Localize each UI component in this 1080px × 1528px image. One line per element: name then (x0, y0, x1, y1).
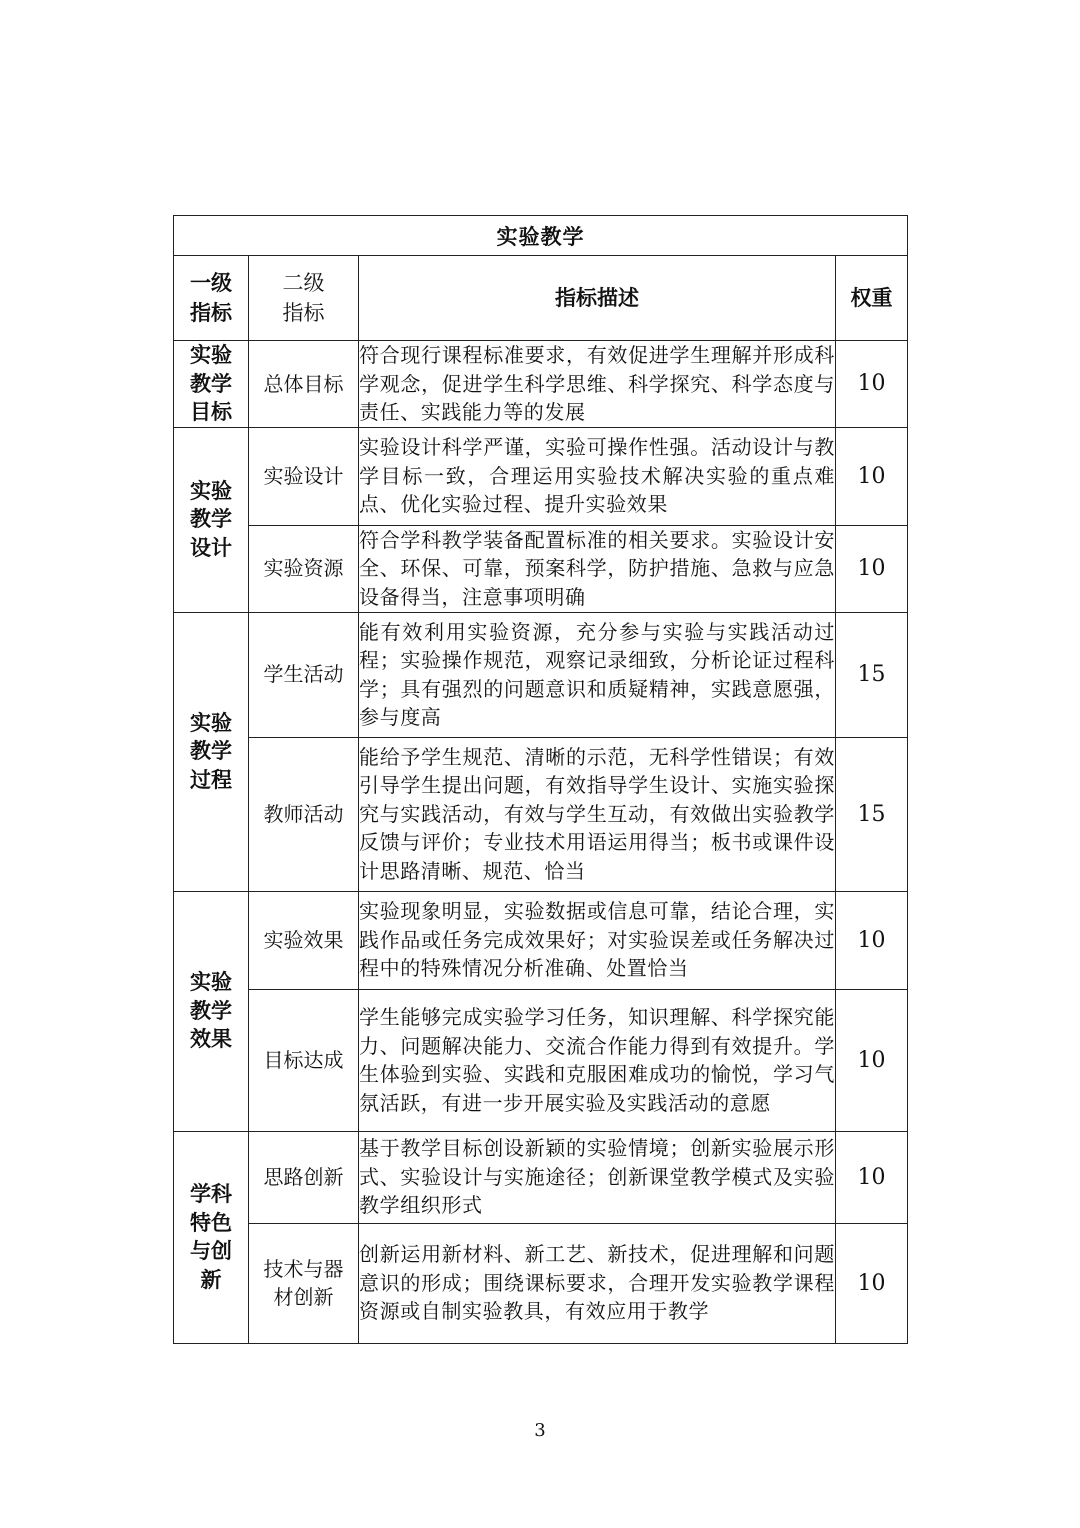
table-header-row (174, 256, 908, 341)
level2-cell (249, 1131, 359, 1223)
evaluation-table (173, 215, 908, 1344)
header-level2-line: 指标 (282, 301, 325, 325)
level1-line: 设计 (190, 534, 232, 560)
level2-line: 实验效果 (263, 927, 344, 952)
table-row (174, 525, 908, 612)
description-cell: 能给予学生规范、清晰的示范，无科学性错误；有效引导学生提出问题，有效指导学生设计、实施实验探究与实践活动，有效与学生互动，有效做出实验教学反馈与评价；专业技术用语运用得当；板书或课件设计思路清晰、规范、恰当 (359, 737, 836, 891)
level2-line: 目标达成 (263, 1047, 344, 1072)
header-level2-line: 二级 (282, 271, 325, 295)
level1-cell (174, 612, 249, 891)
level2-cell (249, 612, 359, 737)
level1-line: 目标 (190, 399, 232, 424)
level1-cell (174, 891, 249, 1131)
description-cell: 实验设计科学严谨，实验可操作性强。活动设计与教学目标一致，合理运用实验技术解决实验的重点难点、优化实验过程、提升实验效果 (359, 427, 836, 525)
level1-cell (174, 1131, 249, 1343)
level1-line: 教学 (190, 738, 232, 764)
level2-line: 技术与器 (263, 1256, 344, 1281)
description-cell: 符合现行课程标准要求，有效促进学生理解并形成科学观念，促进学生科学思维、科学探究、科学态度与责任、实践能力等的发展 (359, 341, 836, 428)
description-cell: 实验现象明显，实验数据或信息可靠，结论合理，实践作品或任务完成效果好；对实验误差或任务解决过程中的特殊情况分析准确、处置恰当 (359, 891, 836, 989)
level1-line: 效果 (190, 1026, 232, 1052)
level1-cell (174, 341, 249, 428)
level2-cell (249, 737, 359, 891)
table-row (174, 891, 908, 989)
table-row (174, 989, 908, 1131)
level2-cell (249, 341, 359, 428)
header-level1-line: 一级 (190, 270, 232, 295)
level1-line: 与创 (190, 1238, 232, 1263)
header-level1-line: 指标 (190, 300, 232, 325)
weight-cell: 10 (836, 525, 908, 612)
level2-line: 材创新 (273, 1285, 334, 1309)
table-row (174, 427, 908, 525)
table-row (174, 1223, 908, 1343)
header-level2 (249, 256, 359, 341)
level2-cell (249, 525, 359, 612)
table-row (174, 612, 908, 737)
header-description: 指标描述 (359, 256, 836, 341)
header-level1 (174, 256, 249, 341)
level1-line: 特色 (190, 1209, 232, 1235)
level1-line: 教学 (190, 370, 232, 396)
weight-cell: 15 (836, 612, 908, 737)
level2-line: 思路创新 (263, 1164, 344, 1189)
page-number: 3 (534, 1420, 546, 1441)
weight-cell: 15 (836, 737, 908, 891)
header-weight: 权重 (836, 256, 908, 341)
weight-cell: 10 (836, 989, 908, 1131)
level2-line: 学生活动 (263, 662, 344, 687)
level1-cell (174, 427, 249, 612)
table-row (174, 737, 908, 891)
level1-line: 新 (200, 1266, 222, 1292)
description-cell: 符合学科教学装备配置标准的相关要求。实验设计安全、环保、可靠，预案科学，防护措施、急救与应急设备得当，注意事项明确 (359, 525, 836, 612)
description-cell: 基于教学目标创设新颖的实验情境；创新实验展示形式、实验设计与实施途径；创新课堂教学模式及实验教学组织形式 (359, 1131, 836, 1223)
level1-line: 学科 (190, 1181, 232, 1206)
level1-line: 过程 (190, 766, 232, 792)
level2-line: 总体目标 (263, 371, 344, 396)
weight-cell: 10 (836, 1223, 908, 1343)
weight-cell: 10 (836, 427, 908, 525)
level1-line: 教学 (190, 997, 232, 1023)
level2-line: 实验设计 (263, 463, 344, 488)
table-title-row (174, 216, 908, 256)
level2-cell (249, 891, 359, 989)
level1-line: 实验 (190, 709, 232, 735)
description-cell: 能有效利用实验资源，充分参与实验与实践活动过程；实验操作规范，观察记录细致，分析论证过程科学；具有强烈的问题意识和质疑精神，实践意愿强，参与度高 (359, 612, 836, 737)
level2-line: 教师活动 (263, 801, 344, 826)
weight-cell: 10 (836, 891, 908, 989)
description-cell: 学生能够完成实验学习任务，知识理解、科学探究能力、问题解决能力、交流合作能力得到有效提升。学生体验到实验、实践和克服困难成功的愉悦，学习气氛活跃，有进一步开展实验及实践活动的意愿 (359, 989, 836, 1131)
description-cell: 创新运用新材料、新工艺、新技术，促进理解和问题意识的形成；围绕课标要求，合理开发实验教学课程资源或自制实验教具，有效应用于教学 (359, 1223, 836, 1343)
level1-line: 教学 (190, 506, 232, 532)
level2-cell (249, 989, 359, 1131)
level2-cell (249, 1223, 359, 1343)
weight-cell: 10 (836, 1131, 908, 1223)
level1-line: 实验 (190, 477, 232, 503)
level1-line: 实验 (190, 342, 232, 367)
weight-cell: 10 (836, 341, 908, 428)
table-row (174, 341, 908, 428)
level1-line: 实验 (190, 969, 232, 995)
table-title: 实验教学 (174, 216, 908, 256)
level2-line: 实验资源 (263, 556, 344, 581)
table-row (174, 1131, 908, 1223)
level2-cell (249, 427, 359, 525)
